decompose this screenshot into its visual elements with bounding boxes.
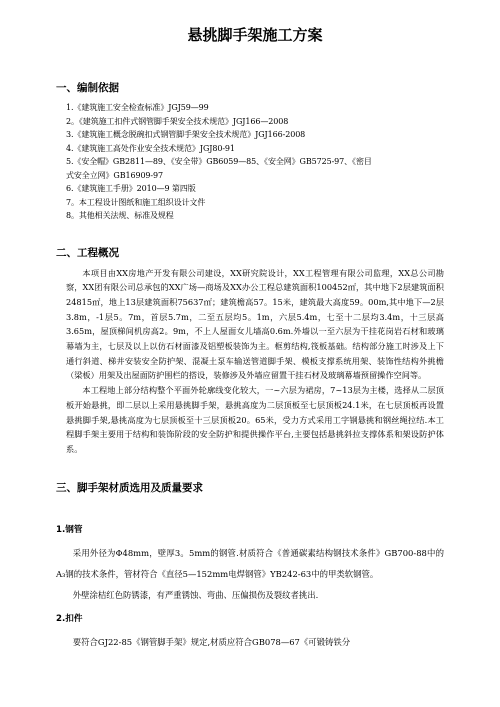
- overview-paragraph: 本项目由XX房地产开发有限公司建设，XX研究院设计，XX工程管理有限公司监理，XX总公司勘察，XX团有限公司总承包的XX广场—商场及XX办公工程总建筑面积100452㎡，其中地下2层建筑面积24815㎡，地上13层建筑面积75637㎡；建筑檐高57。15米，建筑最大高度59。00m,其中地下—2层3.8m，-1层5。7m，首层5.7m，二至五层均5。1m，六层5.4m，七至十二层均3.4m，十三层高3.65m，屋顶梯间机房高2。9m，不上人屋面女儿墙高0.6m.外墙以一至六层为干挂花岗岩石材和玻璃幕墙为主，七层及以上以仿石材面漆及铝塑板装饰为主。框剪结构,筏板基础。结构部分施工时涉及上下通行斜道、梯井安装安全防护架、混凝土泵车输送管道脚手架、模板支撑系统用架、装饰性结构外挑檐（梁板）用架及出屋面防护围栏的搭设，装修涉及外墙应留置干挂石材及玻璃幕墙预留操作空间等。: [66, 267, 444, 381]
- basis-list: [66, 101, 444, 223]
- subsection-heading-coupler: 2.扣件: [56, 613, 83, 624]
- list-item: 3.《建筑施工概念脱碗扣式钢管脚手架安全技术规范》JGJ166-2008: [66, 130, 306, 139]
- coupler-paragraph: 要符合GJ22-85《钢管脚手架》规定,材质应符合GB078—67《可锻铸铁分: [72, 636, 351, 647]
- list-item: 4.《建筑施工高处作业安全技术规范》JGJ80-91: [66, 143, 235, 153]
- overview-paragraph: 本工程地上部分结构整个平面外轮廓线变化较大，一~六层为裙房，7~13层为主楼，选择从二层顶板开始悬挑，即二层以上采用悬挑脚手架，悬挑高度为二层顶板至七层顶板24.1米，在七层顶板再设置悬挑脚手架,悬挑高度为七层顶板至十三层顶板20。65米，受力方式采用工字钢悬挑和钢丝绳拉结.本工程脚手架主要用于结构和装饰阶段的安全防护和提供操作平台,主要包括悬挑斜拉支撑体系和架设防护体系。: [66, 385, 444, 454]
- list-item: 6.《建筑施工手册》2010—9 第四版: [66, 184, 196, 193]
- list-item: 式安全立网》GB16909-97: [66, 170, 164, 180]
- list-item: 7。本工程设计图纸和施工组织设计文件: [66, 197, 206, 207]
- section-heading-overview: 二、工程概况: [56, 246, 119, 259]
- section-heading-materials: 三、脚手架材质选用及质量要求: [56, 481, 203, 494]
- steel-pipe-paragraph: 外壁涂桔红色防锈漆，有严重锈蚀、弯曲、压偏损伤及裂纹者挑出.: [72, 589, 319, 600]
- section-heading-basis: 一、编制依据: [56, 82, 119, 94]
- document-title: 悬挑脚手架施工方案: [187, 26, 323, 44]
- list-item: 2。《建筑施工扣件式钢管脚手架安全技术规范》JGJ166—2008: [66, 116, 289, 126]
- list-item: 5.《安全帽》GB2811—89、《安全带》GB6059—85、《安全网》GB5725-97、《密目: [66, 157, 372, 166]
- subsection-heading-steel-pipe: 1.钢管: [56, 524, 83, 535]
- steel-pipe-paragraph: 采用外径为Φ48mm，壁厚3。5mm的钢管.材质符合《普通碳素结构钢技术条件》GB700-88中的A₃钢的技术条件，管材符合《直径5—152mm电焊钢管》YB242-63中的甲类软钢管。: [56, 547, 444, 579]
- list-item: 1.《建筑施工安全检查标准》JGJ59—99: [66, 103, 209, 112]
- list-item: 8。其他相关法规、标准及规程: [66, 211, 174, 220]
